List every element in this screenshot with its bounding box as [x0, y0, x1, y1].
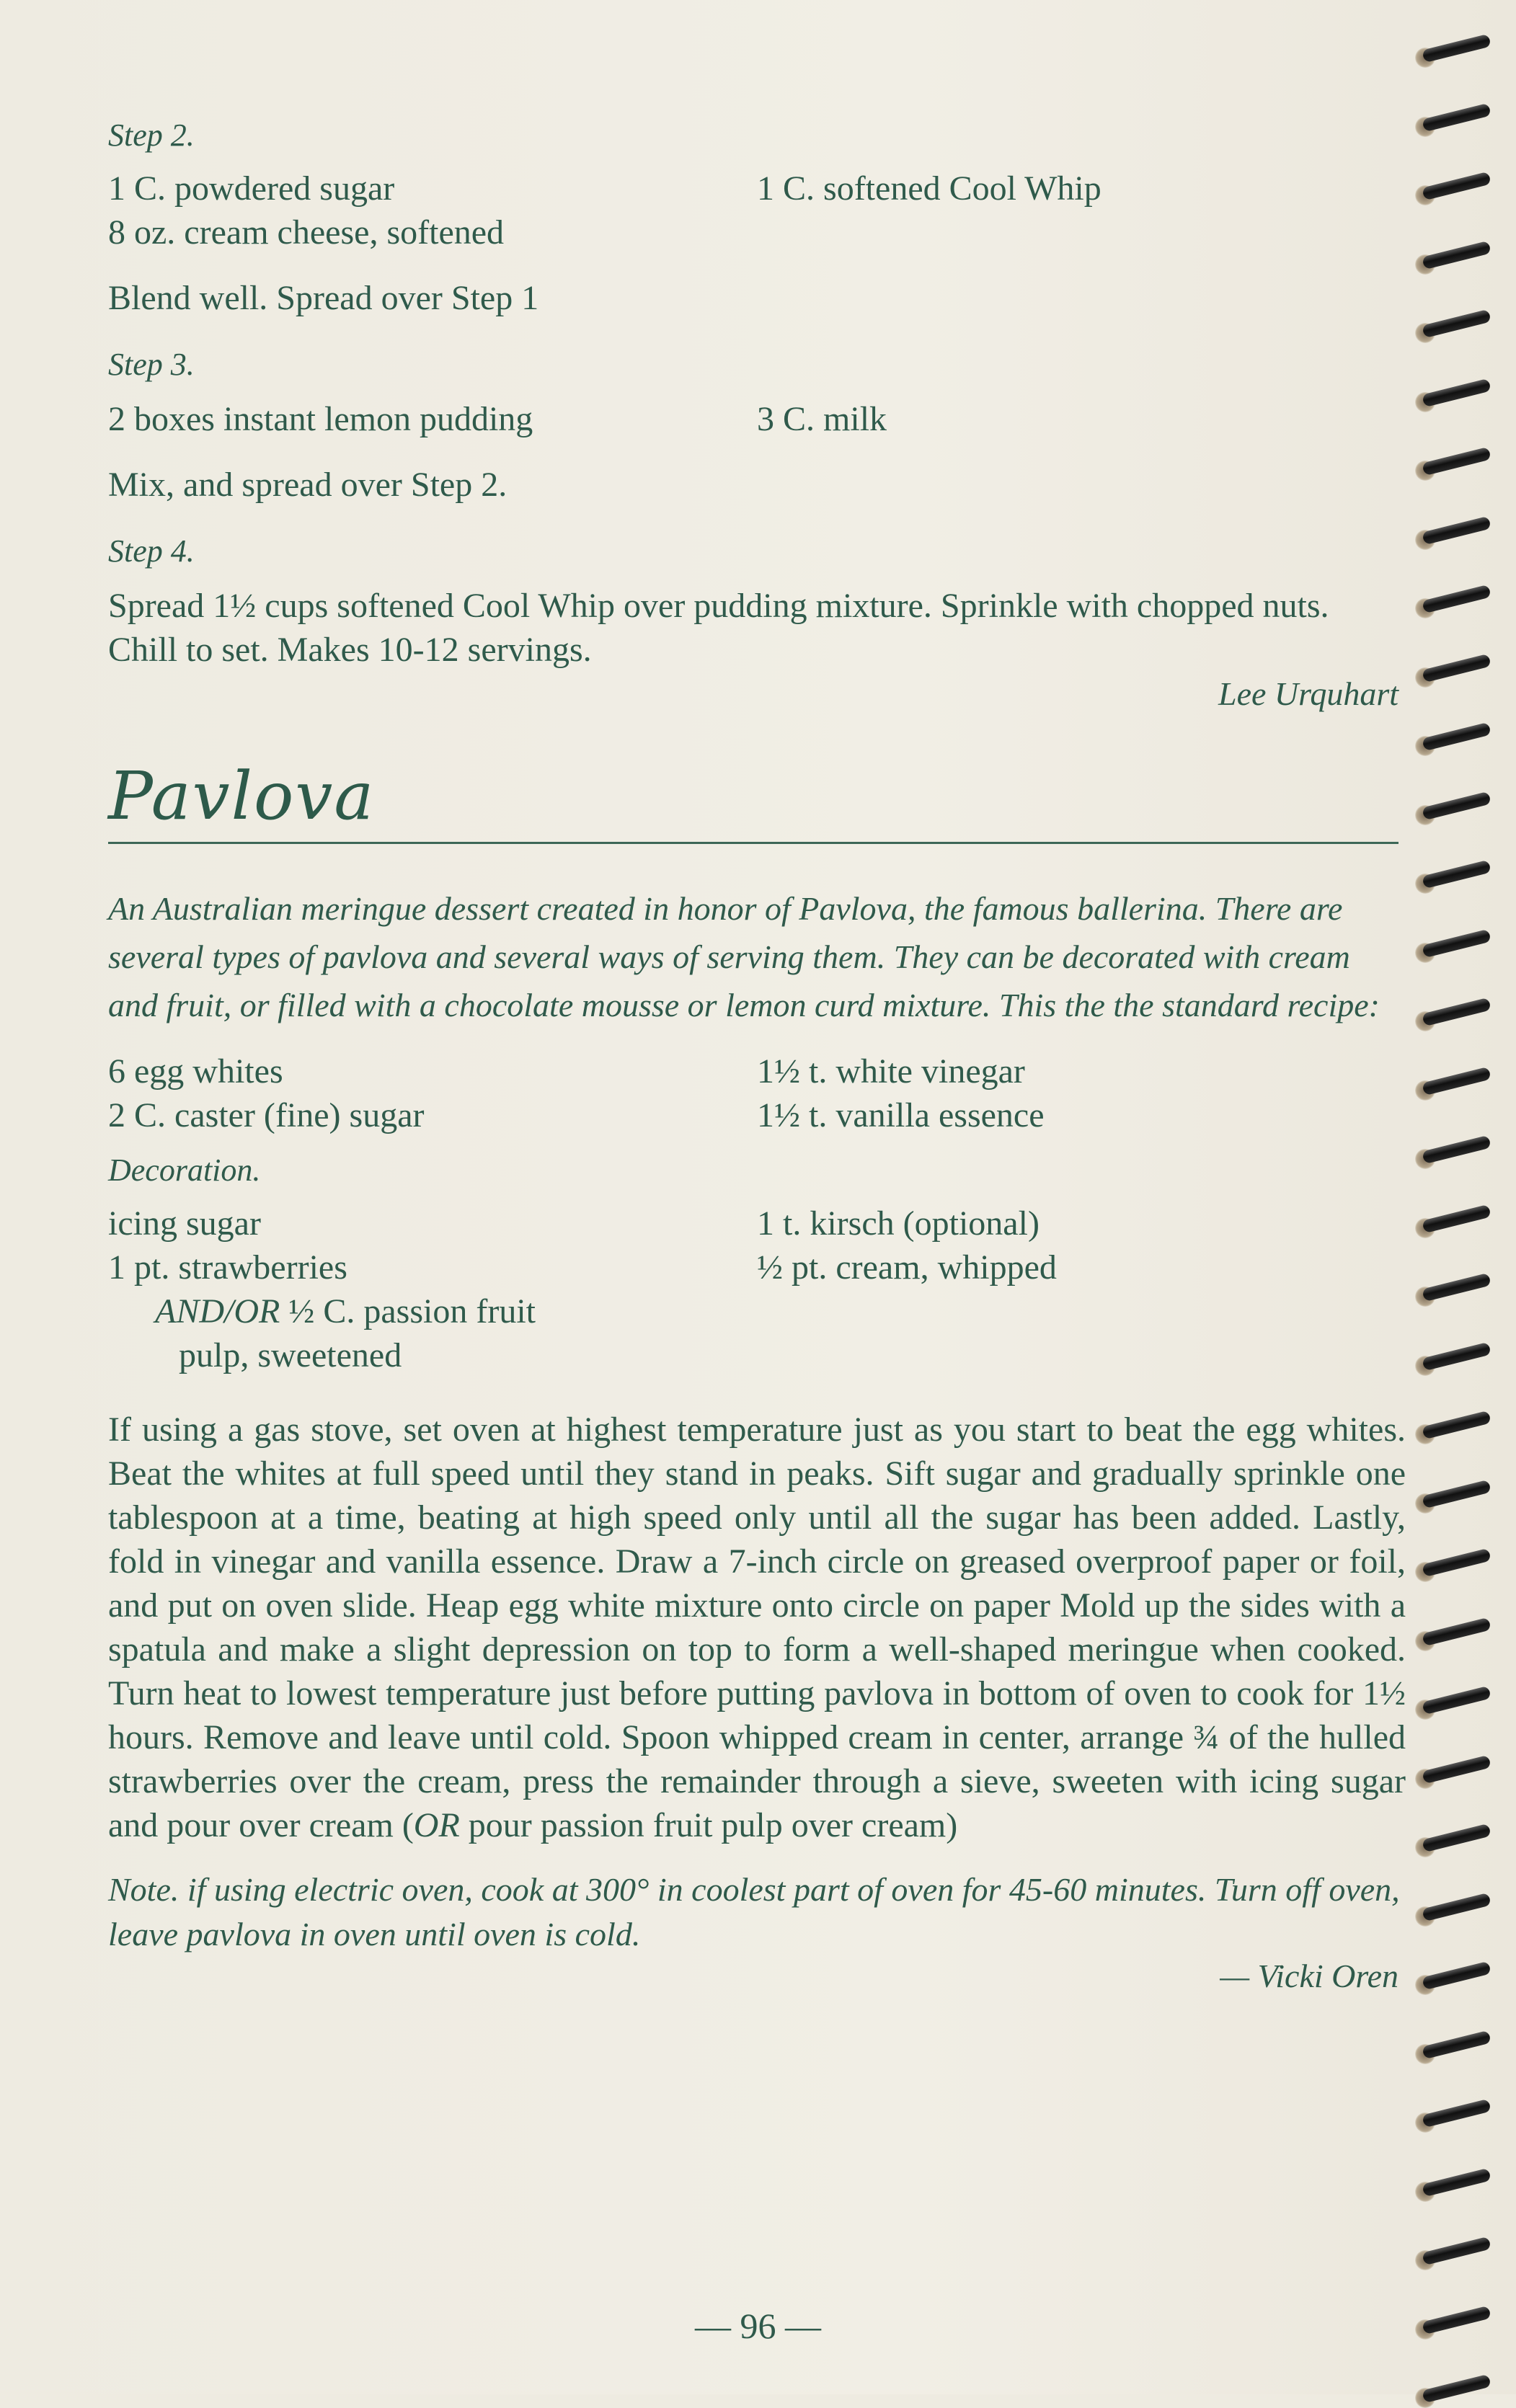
ingredient: 1½ t. white vinegar — [757, 1052, 1025, 1090]
binding-coil — [1422, 998, 1491, 1026]
method-text-end: pour passion fruit pulp over cream) — [459, 1806, 958, 1844]
author-signature: — Vicki Oren — [1220, 1958, 1398, 1994]
ingredient: 8 oz. cream cheese, softened — [108, 213, 505, 252]
binding-coil — [1422, 102, 1491, 131]
step-2-instruction: Blend well. Spread over Step 1 — [108, 279, 539, 317]
ingredient: 2 boxes instant lemon pudding — [108, 400, 533, 438]
binding-coil — [1422, 378, 1491, 406]
binding-coil — [1422, 1548, 1491, 1577]
author-signature: Lee Urquhart — [1218, 675, 1398, 712]
ingredient: 1 t. kirsch (optional) — [757, 1204, 1040, 1243]
binding-coil — [1422, 1961, 1491, 1990]
ingredient: 1½ t. vanilla essence — [757, 1096, 1045, 1134]
binding-coil — [1422, 2030, 1491, 2058]
ingredient: 1 pt. strawberries — [108, 1248, 347, 1287]
binding-coil — [1422, 2167, 1491, 2196]
binding-coil — [1422, 1410, 1491, 1439]
binding-coil — [1422, 1204, 1491, 1232]
binding-coil — [1422, 2236, 1491, 2265]
binding-coil — [1422, 1617, 1491, 1645]
binding-coil — [1422, 2374, 1491, 2403]
step-4-label: Step 4. — [108, 533, 195, 569]
ingredient: 2 C. caster (fine) sugar — [108, 1096, 425, 1134]
pavlova-ingredients — [108, 1049, 1406, 1137]
and-or-label: AND/OR — [155, 1292, 280, 1330]
ingredient: icing sugar — [108, 1204, 261, 1243]
decoration-label: Decoration. — [108, 1152, 261, 1188]
ingredient: pulp, sweetened — [179, 1336, 402, 1374]
ingredient: 6 egg whites — [108, 1052, 283, 1090]
binding-coil — [1422, 309, 1491, 338]
ingredient: 1 C. powdered sugar — [108, 169, 395, 208]
binding-coil — [1422, 240, 1491, 269]
step-3-label: Step 3. — [108, 347, 195, 382]
method-text: If using a gas stove, set oven at highest temperature just as you start to beat the egg whites. Beat the whites at full speed until they stand in peaks. Sift sugar and gradually sprinkle one tablespoon at a time, beating at high speed only until all the sugar has been added. Lastly, fold in vinegar and vanilla essence. Draw a 7-inch circle on greased overproof paper or foil, and put on oven slide. Heap egg white mixture onto circle on paper Mold up the sides with a spatula and make a slight depression on top to form a well-shaped meringue when cooked. Turn heat to lowest temperature just before putting pavlova in bottom of oven to cook for 1½ hours. Remove and leave until cold. Spoon whipped cream in center, arrange ¾ of the hulled strawberries over the cream, press the remainder through a sieve, sweeten with icing sugar and pour over cream ( — [108, 1410, 1406, 1844]
recipe-method — [108, 1408, 1406, 1847]
title-divider — [108, 842, 1398, 844]
binding-coil — [1422, 1823, 1491, 1852]
binding-coil — [1422, 860, 1491, 889]
step-2-ingredients — [108, 166, 1406, 254]
step-2-label: Step 2. — [108, 117, 195, 153]
binding-coil — [1422, 653, 1491, 682]
binding-coil — [1422, 2099, 1491, 2128]
binding-coil — [1422, 722, 1491, 751]
binding-coil — [1422, 1273, 1491, 1302]
page-number: — 96 — — [695, 2306, 821, 2346]
recipe-intro: An Australian meringue dessert created in honor of Pavlova, the famous ballerina. There are several types of pavlova and several ways of serving them. They can be decorated with cream and fruit, or filled with a chocolate mousse or lemon curd mixture. This the the standard recipe: — [108, 890, 1380, 1023]
binding-coil — [1422, 447, 1491, 476]
binding-coil — [1422, 585, 1491, 613]
step-4-instruction: Spread 1½ cups softened Cool Whip over pudding mixture. Sprinkle with chopped nuts. Chill to set. Makes 10-12 servings. — [108, 587, 1329, 669]
binding-coil — [1422, 1892, 1491, 1921]
step-3-instruction: Mix, and spread over Step 2. — [108, 466, 507, 504]
binding-coil — [1422, 928, 1491, 957]
page-content — [108, 108, 1406, 1995]
binding-coil — [1422, 791, 1491, 819]
ingredient: ½ pt. cream, whipped — [757, 1248, 1057, 1287]
binding-coil — [1422, 515, 1491, 544]
ingredient-alternative — [108, 1289, 757, 1333]
method-or: OR — [413, 1806, 460, 1844]
recipe-note: Note. if using electric oven, cook at 300° in coolest part of oven for 45-60 minutes. Turn off oven, leave pavlova in oven until oven is cold. — [108, 1871, 1400, 1952]
ingredient-alternative-text: ½ C. passion fruit — [280, 1292, 536, 1330]
ingredient: 1 C. softened Cool Whip — [757, 169, 1101, 208]
decoration-ingredients — [108, 1201, 1406, 1377]
binding-coil — [1422, 1341, 1491, 1370]
binding-coil — [1422, 1686, 1491, 1715]
ingredient: 3 C. milk — [757, 400, 887, 438]
step-3-ingredients — [108, 397, 1406, 441]
recipe-title: Pavlova — [108, 758, 376, 835]
binding-coil — [1422, 1135, 1491, 1164]
binding-coil — [1422, 2305, 1491, 2334]
binding-coil — [1422, 1066, 1491, 1095]
spiral-binding — [1408, 0, 1516, 2394]
binding-coil — [1422, 34, 1491, 63]
binding-coil — [1422, 172, 1491, 200]
binding-coil — [1422, 1479, 1491, 1508]
binding-coil — [1422, 1754, 1491, 1783]
